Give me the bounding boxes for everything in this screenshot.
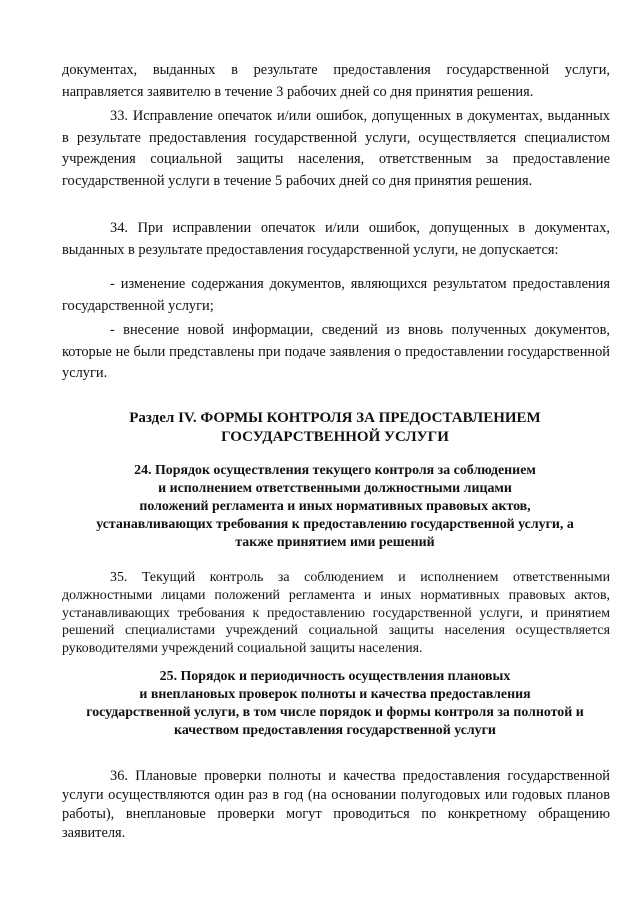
paragraph-34-item-2 bbox=[62, 320, 610, 385]
section-4-heading-line-2: ГОСУДАРСТВЕННОЙ УСЛУГИ bbox=[221, 429, 449, 445]
heading-24-line-4: устанавливающих требования к предоставлению государственной услуги, а bbox=[96, 516, 574, 532]
paragraph-33 bbox=[62, 106, 610, 192]
paragraph-continuation: документах, выданных в результате предоставления государственной услуги, направляется заявителю в течение 3 рабочих дней со дня принятия решения. bbox=[62, 62, 610, 100]
heading-24-line-5: также принятием ими решений bbox=[235, 534, 435, 550]
paragraph-34 bbox=[62, 218, 610, 261]
heading-24-line-2: и исполнением ответственными должностными лицами bbox=[158, 480, 512, 496]
section-4-heading bbox=[40, 409, 630, 447]
heading-24-line-3: положений регламента и иных нормативных правовых актов, bbox=[139, 498, 531, 514]
heading-24 bbox=[40, 462, 630, 552]
paragraph-33-text: 33. Исправление опечаток и/или ошибок, допущенных в документах, выданных в результате предоставления государственной услуги, осуществляется специалистом учреждения социальной защиты населения, ответственным за предоставление государственной услуги в течение 5 рабочих дней со дня принятия решения. bbox=[62, 108, 610, 189]
paragraph-34-item-1 bbox=[62, 274, 610, 317]
heading-25-line-2: и внеплановых проверок полноты и качества предоставления bbox=[139, 686, 531, 702]
paragraph-34-text: 34. При исправлении опечаток и/или ошибок, допущенных в документах, выданных в результате предоставления государственной услуги, не допускается: bbox=[62, 220, 610, 258]
paragraph-35-text: 35. Текущий контроль за соблюдением и исполнением ответственными должностными лицами положений регламента и иных нормативных правовых актов, устанавливающих требования к предоставлению государственной услуги, и принятием решений специалистами учреждений социальной защиты населения осуществляется руководителями учреждений социальной защиты населения. bbox=[62, 570, 610, 657]
paragraph-36-text: 36. Плановые проверки полноты и качества предоставления государственной услуги осуществляются один раз в год (на основании полугодовых или годовых планов работы), внеплановые проверки могут проводиться по конкретному обращению заявителя. bbox=[62, 768, 610, 841]
heading-25 bbox=[40, 668, 630, 740]
heading-25-line-3: государственной услуги, в том числе порядок и формы контроля за полнотой и bbox=[86, 704, 584, 720]
section-4-heading-line-1: Раздел IV. ФОРМЫ КОНТРОЛЯ ЗА ПРЕДОСТАВЛЕНИЕМ bbox=[129, 410, 541, 426]
heading-24-line-1: 24. Порядок осуществления текущего контроля за соблюдением bbox=[134, 463, 536, 478]
paragraph-34-item-2-text: - внесение новой информации, сведений из вновь полученных документов, которые не были представлены при подаче заявления о предоставлении государственной услуги. bbox=[62, 322, 610, 381]
paragraph-35 bbox=[62, 569, 610, 658]
heading-25-line-1: 25. Порядок и периодичность осуществления плановых bbox=[159, 669, 511, 684]
paragraph-34-item-1-text: - изменение содержания документов, являющихся результатом предоставления государственной услуги; bbox=[62, 276, 610, 314]
heading-25-line-4: качеством предоставления государственной услуги bbox=[174, 722, 496, 738]
paragraph-36 bbox=[62, 767, 610, 843]
